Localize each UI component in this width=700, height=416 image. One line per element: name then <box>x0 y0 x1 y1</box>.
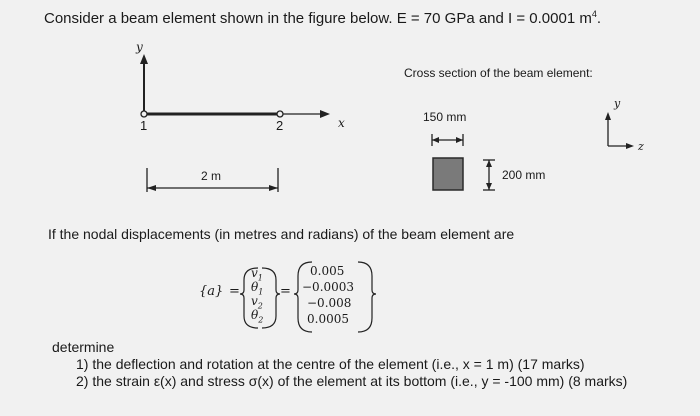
dof-symbol: v <box>251 294 258 308</box>
problem-statement-text: Consider a beam element shown in the figure below. E = 70 GPa and I = 0.0001 m <box>44 10 592 27</box>
value-v2: −0.008 <box>307 296 352 310</box>
x-axis-label: x <box>338 116 345 130</box>
task-item-2: 2) the strain ε(x) and stress σ(x) of the element at its bottom (i.e., y = -100 mm) (8 marks) <box>76 373 628 389</box>
dof-symbol: θ <box>251 280 259 294</box>
cross-section-title: Cross section of the beam element: <box>404 66 593 80</box>
dof-vector-bracket-right <box>262 268 280 328</box>
dof-subscript: 1 <box>258 287 264 297</box>
dof-theta2 <box>251 308 263 324</box>
y-axis-arrowhead <box>140 54 148 64</box>
section-y-label: y <box>614 97 621 110</box>
dim-arrow-left <box>147 185 156 191</box>
dof-subscript: 1 <box>257 273 263 283</box>
value-theta1: −0.0003 <box>302 280 355 294</box>
height-arrow-bottom <box>486 183 492 190</box>
width-arrow-left <box>432 137 439 143</box>
width-arrow-right <box>456 137 463 143</box>
section-z-label: z <box>638 140 644 153</box>
length-label: 2 m <box>201 169 222 183</box>
values-vector-bracket-right <box>358 262 376 332</box>
dof-subscript: 2 <box>258 315 264 325</box>
y-axis-label: y <box>136 40 143 54</box>
height-label: 200 mm <box>502 168 546 182</box>
section-z-arrowhead <box>626 143 634 149</box>
x-axis-arrowhead <box>320 110 330 118</box>
equals-sign-2: = <box>280 284 291 299</box>
node-1-label: 1 <box>140 118 148 133</box>
vector-label: {a} <box>199 284 224 299</box>
displacement-intro: If the nodal displacements (in metres and radians) of the beam element are <box>48 226 515 242</box>
value-v1: 0.005 <box>310 264 345 278</box>
cross-section-rect <box>433 158 463 190</box>
node-1-marker <box>141 111 147 117</box>
determine-label: determine <box>52 339 115 355</box>
dof-symbol: θ <box>251 308 259 322</box>
node-2-marker <box>277 111 283 117</box>
height-arrow-top <box>486 160 492 167</box>
value-theta2: 0.0005 <box>307 312 349 326</box>
equals-sign-1: = <box>229 284 240 299</box>
width-label: 150 mm <box>423 110 467 124</box>
task-item-1: 1) the deflection and rotation at the centre of the element (i.e., x = 1 m) (17 marks) <box>76 356 585 372</box>
dim-arrow-right <box>269 185 278 191</box>
dof-subscript: 2 <box>257 301 263 311</box>
exponent: 4 <box>591 9 597 19</box>
dof-symbol: v <box>251 266 258 280</box>
section-y-arrowhead <box>605 112 611 120</box>
node-2-label: 2 <box>276 118 284 133</box>
period: . <box>596 10 602 27</box>
